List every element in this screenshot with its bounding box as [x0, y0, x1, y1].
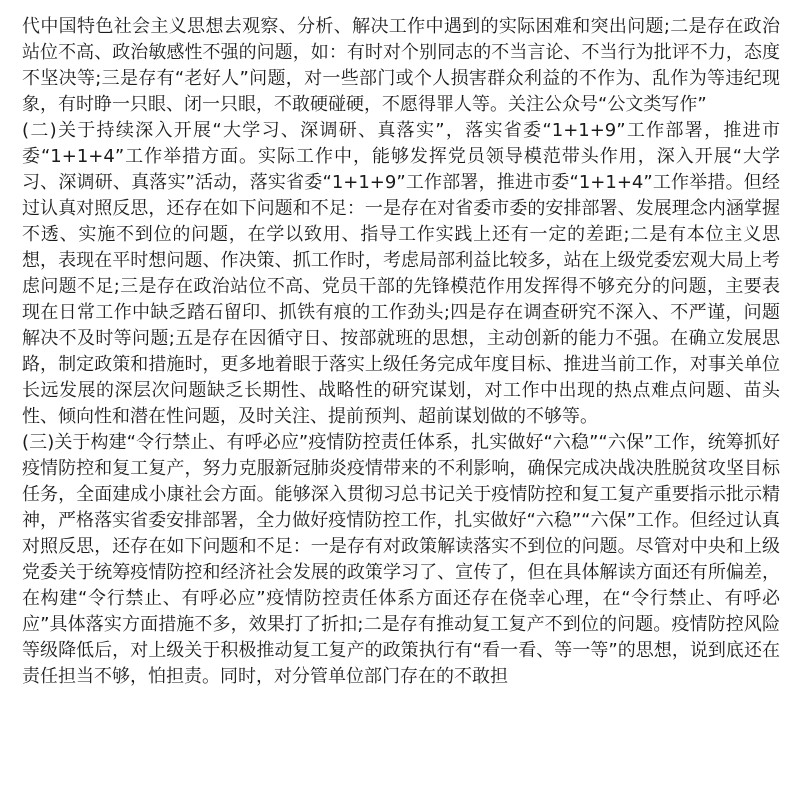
- paragraph-section-two: (二)关于持续深入开展“大学习、深调研、真落实”，落实省委“1+1+9”工作部署，推进市委“1+1+4”工作举措方面。实际工作中，能够发挥党员领导模范带头作用，深入开展“大学习、深调研、真落实”活动，落实省委“1+1+9”工作部署，推进市委“1+1+4”工作举措。但经过认真对照反思，还存在如下问题和不足：一是存在对省委市委的安排部署、发展理念内涵掌握不透、实施不到位的问题，在学以致用、指导工作实践上还有一定的差距;二是有本位主义思想，表现在平时想问题、作决策、抓工作时，考虑局部利益比较多，站在上级党委宏观大局上考虑问题不足;三是存在政治站位不高、党员干部的先锋模范作用发挥得不够充分的问题，主要表现在日常工作中缺乏踏石留印、抓铁有痕的工作劲头;四是存在调查研究不深入、不严谨，问题解决不及时等问题;五是存在因循守日、按部就班的思想，主动创新的能力不强。在确立发展思路，制定政策和措施时，更多地着眼于落实上级任务完成年度目标、推进当前工作，对事关单位长远发展的深层次问题缺乏长期性、战略性的研究谋划，对工作中出现的热点难点问题、苗头性、倾向性和潜在性问题，及时关注、提前预判、超前谋划做的不够等。: [22, 120, 780, 427]
- document-body: [22, 14, 780, 690]
- paragraph-section-one-issues: 代中国特色社会主义思想去观察、分析、解决工作中遇到的实际困难和突出问题;二是存在政治站位不高、政治敏感性不强的问题，如：有时对个别同志的不当言论、不当行为批评不力，态度不坚决等;三是存有“老好人”问题，对一些部门或个人损害群众利益的不作为、乱作为等违纪现象，有时睁一只眼、闭一只眼，不敢硬碰硬，不愿得罪人等。关注公众号“公文类写作”: [22, 16, 780, 115]
- paragraph-section-three: (三)关于构建“令行禁止、有呼必应”疫情防控责任体系，扎实做好“六稳”“六保”工作，统筹抓好疫情防控和复工复产，努力克服新冠肺炎疫情带来的不利影响，确保完成决战决胜脱贫攻坚目标任务，全面建成小康社会方面。能够深入贯彻习总书记关于疫情防控和复工复产重要指示批示精神，严格落实省委安排部署，全力做好疫情防控工作，扎实做好“六稳”“六保”工作。但经过认真对照反思，还存在如下问题和不足：一是存有对政策解读落实不到位的问题。尽管对中央和上级党委关于统筹疫情防控和经济社会发展的政策学习了、宣传了，但在具体解读方面还有所偏差，在构建“令行禁止、有呼必应”疫情防控责任体系方面还存在侥幸心理，在“令行禁止、有呼必应”具体落实方面措施不多，效果打了折扣;二是存有推动复工复产不到位的问题。疫情防控风险等级降低后，对上级关于积极推动复工复产的政策执行有“看一看、等一等”的思想，说到底还在责任担当不够，怕担责。同时，对分管单位部门存在的不敢担: [22, 432, 780, 687]
